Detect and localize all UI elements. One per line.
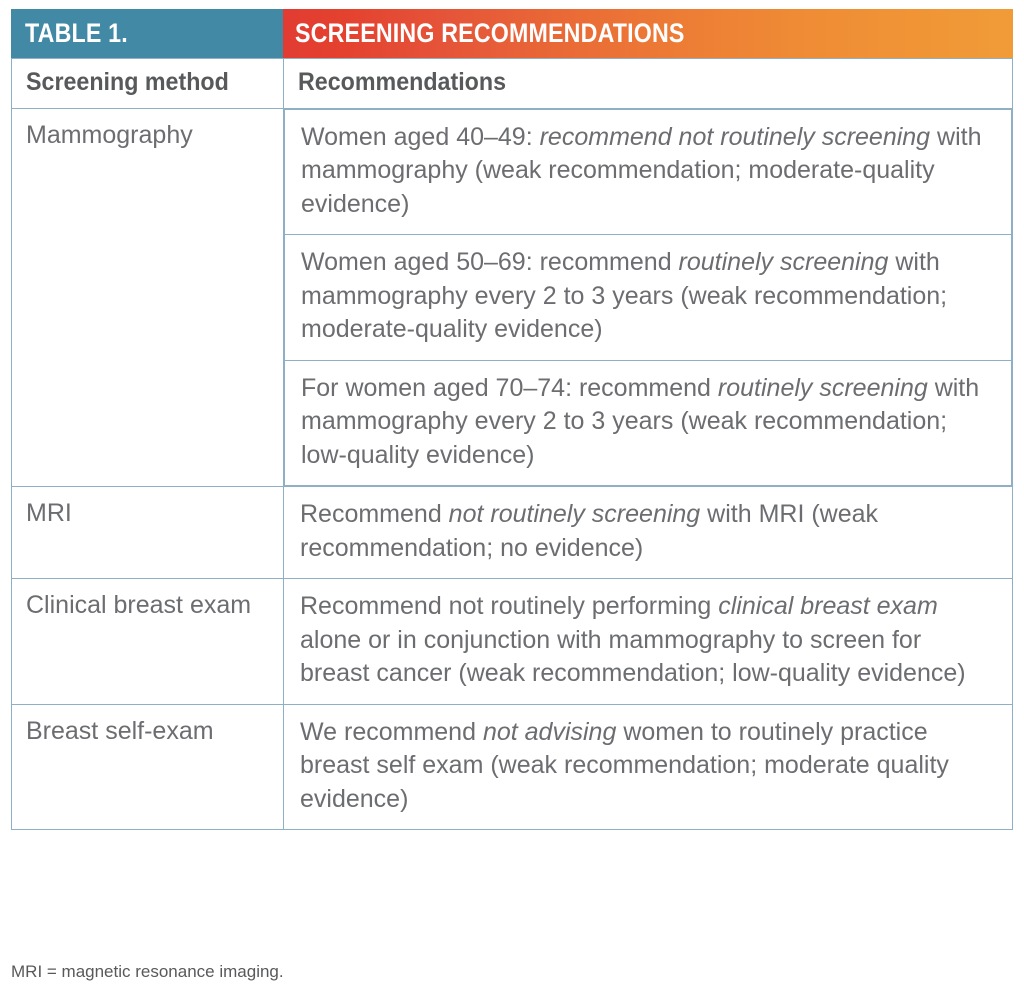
- banner-title-cell: [283, 9, 1013, 58]
- recommendation-subtable: [284, 109, 1012, 487]
- table-title-label: SCREENING RECOMMENDATIONS: [295, 18, 685, 48]
- table-grid: [11, 58, 1013, 830]
- cell-recommendation: [284, 487, 1013, 579]
- plain-text: Recommend: [300, 500, 449, 529]
- cell-screening-method: MRI: [12, 487, 284, 579]
- table-row: [12, 579, 1013, 705]
- plain-text: women to routinely practice breast self exam (weak recommendation; moderate quality evidence): [300, 717, 949, 813]
- emphasis-text: recommend not routinely screening: [539, 122, 931, 151]
- cell-screening-method: Mammography: [12, 108, 284, 487]
- screening-recommendations-table: [11, 9, 1013, 830]
- plain-text: with mammography every 2 to 3 years (weak recommendation; moderate-quality evidence): [301, 248, 948, 344]
- table-header-row: [12, 59, 1013, 109]
- plain-text: with mammography every 2 to 3 years (weak recommendation; low-quality evidence): [301, 373, 980, 469]
- cell-recommendation: [285, 235, 1012, 361]
- cell-recommendation: [285, 109, 1012, 235]
- plain-text: with mammography (weak recommendation; moderate-quality evidence): [301, 122, 982, 218]
- emphasis-text: clinical breast exam: [718, 592, 938, 621]
- cell-screening-method: Breast self-exam: [12, 704, 284, 830]
- cell-recommendation: [285, 360, 1012, 486]
- recommendation-subrow: [285, 235, 1012, 361]
- table-banner: [11, 9, 1013, 58]
- recommendation-subrow: [285, 109, 1012, 235]
- table-body: [12, 59, 1013, 830]
- cell-recommendation: [284, 579, 1013, 705]
- plain-text: For women aged 70–74: recommend: [301, 373, 718, 402]
- plain-text: Women aged 40–49:: [301, 122, 540, 151]
- emphasis-text: routinely screening: [678, 248, 889, 277]
- column-header-recommendations: Recommendations: [284, 59, 1013, 109]
- table-row: [12, 108, 1013, 487]
- table-footnote: MRI = magnetic resonance imaging.: [11, 962, 284, 981]
- table-row: [12, 704, 1013, 830]
- table-number-label: TABLE 1.: [25, 18, 128, 48]
- plain-text: alone or in conjunction with mammography to screen for breast cancer (weak recommendation; low-quality evidence): [300, 625, 966, 688]
- column-header-screening-method: Screening method: [12, 59, 284, 109]
- plain-text: Women aged 50–69: recommend: [301, 248, 679, 277]
- plain-text: Recommend not routinely performing: [300, 592, 719, 621]
- cell-recommendation-group: [284, 108, 1013, 487]
- banner-table-number-cell: [11, 9, 283, 58]
- emphasis-text: not advising: [482, 717, 617, 746]
- table-row: [12, 487, 1013, 579]
- plain-text: We recommend: [300, 717, 483, 746]
- cell-screening-method: Clinical breast exam: [12, 579, 284, 705]
- emphasis-text: routinely screening: [717, 373, 928, 402]
- recommendation-subrow: [285, 360, 1012, 486]
- plain-text: with MRI (weak recommendation; no evidence): [300, 500, 879, 562]
- emphasis-text: not routinely screening: [448, 500, 701, 529]
- cell-recommendation: [284, 704, 1013, 830]
